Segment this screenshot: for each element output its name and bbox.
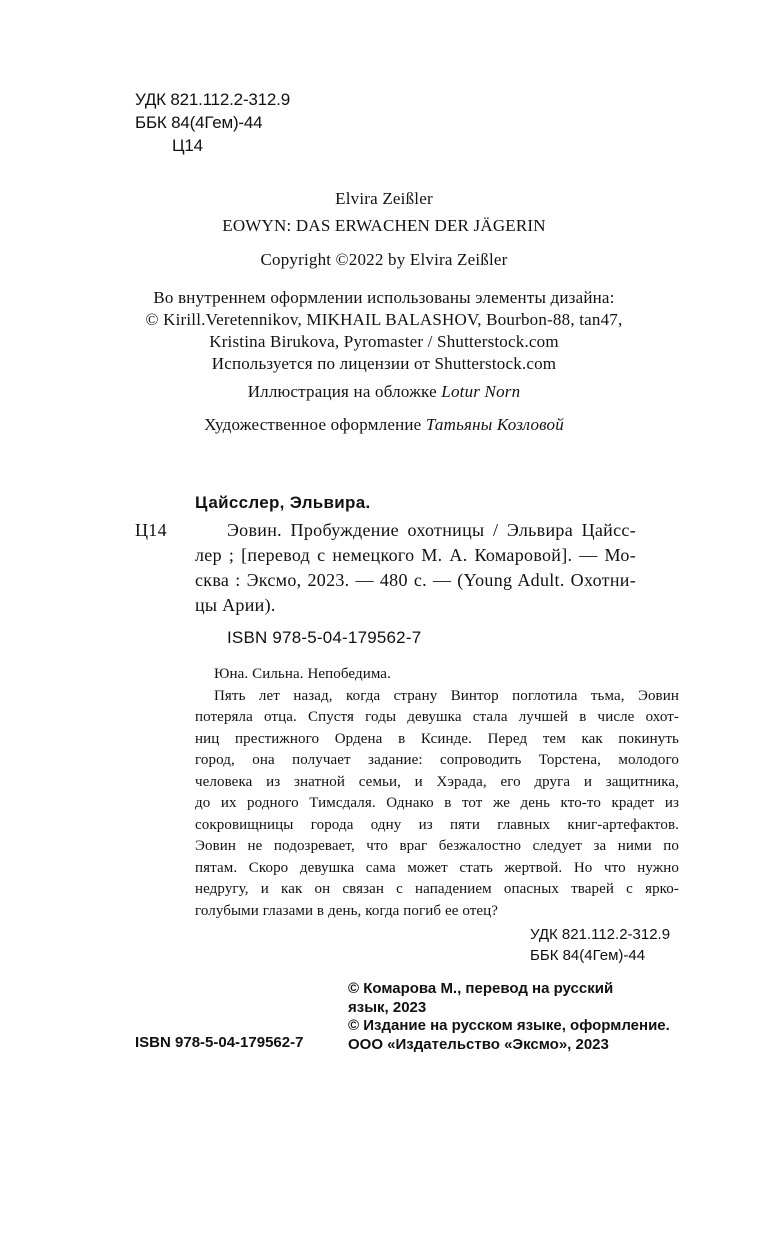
annotation-line: голубыми глазами в день, когда погиб ее отец? (195, 902, 499, 919)
description-line: Эовин. Пробуждение охотницы / Эльвира Цайсс- (227, 520, 636, 540)
annotation-line: Эовин не подозревает, что враг безжалостно следует за ними по (195, 838, 679, 854)
annotation-line: пятам. Скоро девушка сама может стать жертвой. Но что нужно (195, 859, 679, 876)
udk-code-top: УДК 821.112.2-312.9 (135, 90, 290, 109)
edition-copyright-line: ООО «Издательство «Эксмо», 2023 (348, 1036, 609, 1053)
design-credit-line: Используется по лицензии от Shutterstock.com (211, 354, 557, 373)
annotation-line: Пять лет назад, когда страну Винтор поглотила тьма, Эовин (214, 687, 679, 704)
original-title: EOWYN: DAS ERWACHEN DER JÄGERIN (222, 216, 546, 235)
bibliographic-author: Цайсслер, Эльвира. (195, 493, 371, 512)
bbk-code-bottom: ББК 84(4Гем)-44 (530, 947, 646, 964)
edition-copyright-line: © Издание на русском языке, оформление. (348, 1017, 670, 1034)
original-author: Elvira Zeißler (335, 189, 433, 208)
description-line: цы Арии). (195, 595, 276, 615)
annotation-line: недругу, и как он связан с нападением опасных тварей с ярко- (195, 881, 679, 897)
translation-copyright: © Комарова М., перевод на русский язык, 2023 (348, 980, 614, 1016)
annotation-line: ниц престижного Ордена в Ксинде. Перед тем как покинуть (195, 730, 679, 747)
art-design-label: Художественное оформление (204, 415, 422, 434)
isbn-bottom: ISBN 978-5-04-179562-7 (135, 1034, 304, 1051)
description-line: лер ; [перевод с немецкого М. А. Комаровой]. — Мо- (195, 545, 636, 565)
original-copyright: Copyright ©2022 by Elvira Zeißler (260, 250, 508, 269)
illustrator-name: Lotur Norn (441, 382, 521, 401)
art-designer-name: Татьяны Козловой (425, 415, 564, 434)
bibliographic-description (195, 518, 636, 618)
design-credit-line: Kristina Birukova, Pyromaster / Shutterstock.com (209, 332, 559, 351)
annotation-line: до их родного Тимсдаля. Однако в тот же день кто-то крадет из (195, 795, 679, 811)
annotation (195, 664, 679, 922)
description-line: сква : Эксмо, 2023. — 480 с. — (Young Adult. Охотни- (195, 570, 636, 590)
design-credit-line: Во внутреннем оформлении использованы элементы дизайна: (153, 288, 615, 307)
annotation-line: потеряла отца. Спустя годы девушка стала лучшей в числе охот- (195, 709, 679, 725)
design-credits (100, 287, 668, 375)
annotation-line: город, она получает задание: сопроводить Торстена, молодого (195, 752, 679, 768)
bbk-code-top: ББК 84(4Гем)-44 (135, 113, 263, 132)
illustration-label: Иллюстрация на обложке (247, 382, 437, 401)
bibliographic-code: Ц14 (135, 520, 167, 540)
art-design-credit (100, 414, 668, 436)
illustration-credit (100, 381, 668, 403)
udk-code-bottom: УДК 821.112.2-312.9 (530, 926, 671, 943)
edition-copyright (348, 1016, 688, 1054)
annotation-line: сокровищницы города одну из пяти главных книг-артефактов. (195, 816, 679, 833)
annotation-line: Юна. Сильна. Непобедима. (214, 666, 391, 682)
design-credit-line: © Kirill.Veretennikov, MIKHAIL BALASHOV, Bourbon-88, tan47, (145, 310, 623, 329)
isbn-main: ISBN 978-5-04-179562-7 (227, 628, 422, 647)
annotation-line: человека из знатной семьи, и Хэрада, его друга и защитника, (195, 773, 679, 790)
author-code-top: Ц14 (172, 136, 203, 155)
